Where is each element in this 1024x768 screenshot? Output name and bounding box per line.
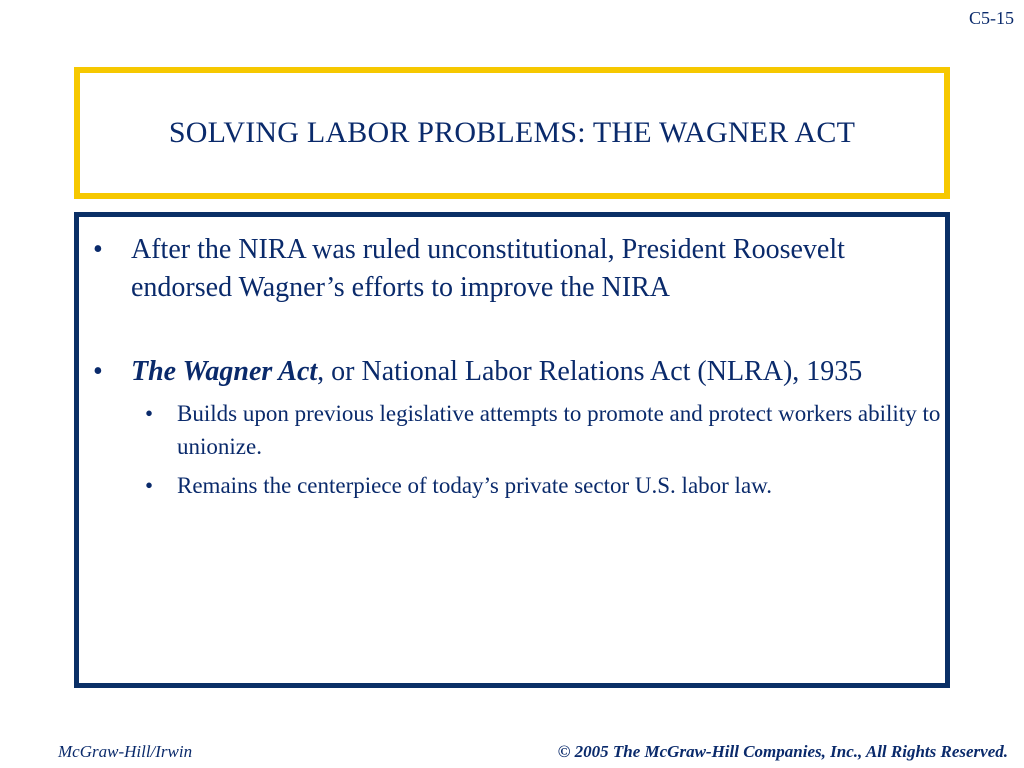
- bullet-dot: •: [93, 234, 103, 265]
- sub-bullet-builds-upon: [131, 397, 945, 463]
- sub-bullet-list: [131, 397, 945, 502]
- sub-bullet-dot: •: [145, 401, 154, 426]
- bullet-wagner-act: [79, 353, 945, 502]
- footer-copyright: © 2005 The McGraw-Hill Companies, Inc., All Rights Reserved.: [557, 742, 1008, 761]
- sub-bullet-centerpiece: [131, 469, 945, 502]
- content-box: [74, 212, 950, 688]
- bullet-nira: [79, 231, 945, 307]
- sub-bullet-dot: •: [145, 473, 154, 498]
- wagner-act-emphasis: The Wagner Act: [131, 356, 318, 387]
- wagner-act-text: , or National Labor Relations Act (NLRA), 1935: [317, 356, 863, 387]
- bullet-list: [79, 231, 945, 508]
- footer-publisher: McGraw-Hill/Irwin: [58, 742, 193, 761]
- slide-title: SOLVING LABOR PROBLEMS: THE WAGNER ACT: [168, 116, 856, 149]
- bullet-dot: •: [93, 356, 103, 387]
- sub-bullet-centerpiece-text: Remains the centerpiece of today’s private sector U.S. labor law.: [177, 473, 773, 498]
- title-box: [74, 67, 950, 199]
- sub-bullet-builds-upon-text: Builds upon previous legislative attempts to promote and protect workers ability to unionize.: [177, 401, 941, 459]
- bullet-nira-text: After the NIRA was ruled unconstitutional, President Roosevelt endorsed Wagner’s efforts to improve the NIRA: [131, 234, 845, 303]
- slide-number: C5-15: [969, 8, 1014, 28]
